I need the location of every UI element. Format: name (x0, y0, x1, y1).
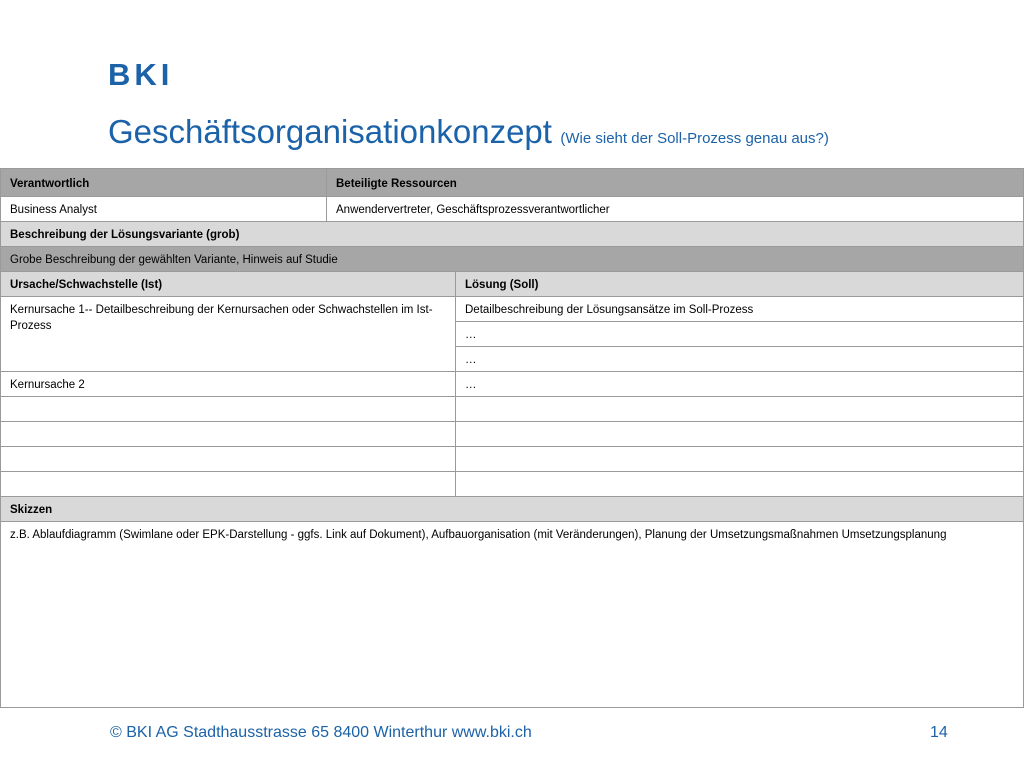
section-row-beschreibung (1, 247, 1024, 272)
footer-text: © BKI AG Stadthausstrasse 65 8400 Winterthur www.bki.ch (110, 724, 532, 741)
empty-cell (456, 447, 1024, 472)
empty-cell (1, 447, 456, 472)
table-header-ursache-loesung (1, 272, 1024, 297)
empty-cell (1, 472, 456, 497)
page-title-sub: (Wie sieht der Soll-Prozess genau aus?) (560, 130, 829, 147)
cell-ressourcen: Anwendervertreter, Geschäftsprozessverantwortlicher (327, 197, 1024, 222)
section-row-skizzen (1, 522, 1024, 708)
header-ursache: Ursache/Schwachstelle (Ist) (1, 272, 456, 297)
header-beteiligte-ressourcen: Beteiligte Ressourcen (327, 169, 1024, 197)
bki-logo: BKI (108, 57, 174, 92)
table-row (1, 297, 1024, 322)
table-row-empty (1, 447, 1024, 472)
table-row-empty (1, 422, 1024, 447)
header-loesung: Lösung (Soll) (456, 272, 1024, 297)
empty-cell (1, 422, 456, 447)
page-number: 14 (930, 724, 948, 741)
cell-loesung-2: … (456, 322, 1024, 347)
empty-cell (456, 472, 1024, 497)
table-row-empty (1, 397, 1024, 422)
section-text-skizzen: z.B. Ablaufdiagramm (Swimlane oder EPK-Darstellung - ggfs. Link auf Dokument), Aufbauorganisation (mit Veränderungen), Planung der Umsetzungsmaßnahmen Umsetzungsplanung (1, 522, 1024, 708)
section-title-skizzen: Skizzen (1, 497, 1024, 522)
cell-loesung-1: Detailbeschreibung der Lösungsansätze im Soll-Prozess (456, 297, 1024, 322)
page-title (108, 112, 829, 159)
table-row-empty (1, 472, 1024, 497)
table-header-responsibility (1, 169, 1024, 197)
section-header-skizzen (1, 497, 1024, 522)
section-header-beschreibung (1, 222, 1024, 247)
table-row (1, 372, 1024, 397)
cell-kernursache-1: Kernursache 1-- Detailbeschreibung der Kernursachen oder Schwachstellen im Ist-Prozess (1, 297, 456, 372)
section-text-beschreibung: Grobe Beschreibung der gewählten Variante, Hinweis auf Studie (1, 247, 1024, 272)
cell-loesung-3: … (456, 347, 1024, 372)
table-row-responsibility (1, 197, 1024, 222)
concept-table (0, 168, 1024, 708)
empty-cell (1, 397, 456, 422)
page-title-main: Geschäftsorganisationkonzept (108, 113, 552, 150)
header-verantwortlich: Verantwortlich (1, 169, 327, 197)
section-title-beschreibung: Beschreibung der Lösungsvariante (grob) (1, 222, 1024, 247)
empty-cell (456, 422, 1024, 447)
cell-loesung-4: … (456, 372, 1024, 397)
cell-kernursache-2: Kernursache 2 (1, 372, 456, 397)
cell-business-analyst: Business Analyst (1, 197, 327, 222)
empty-cell (456, 397, 1024, 422)
